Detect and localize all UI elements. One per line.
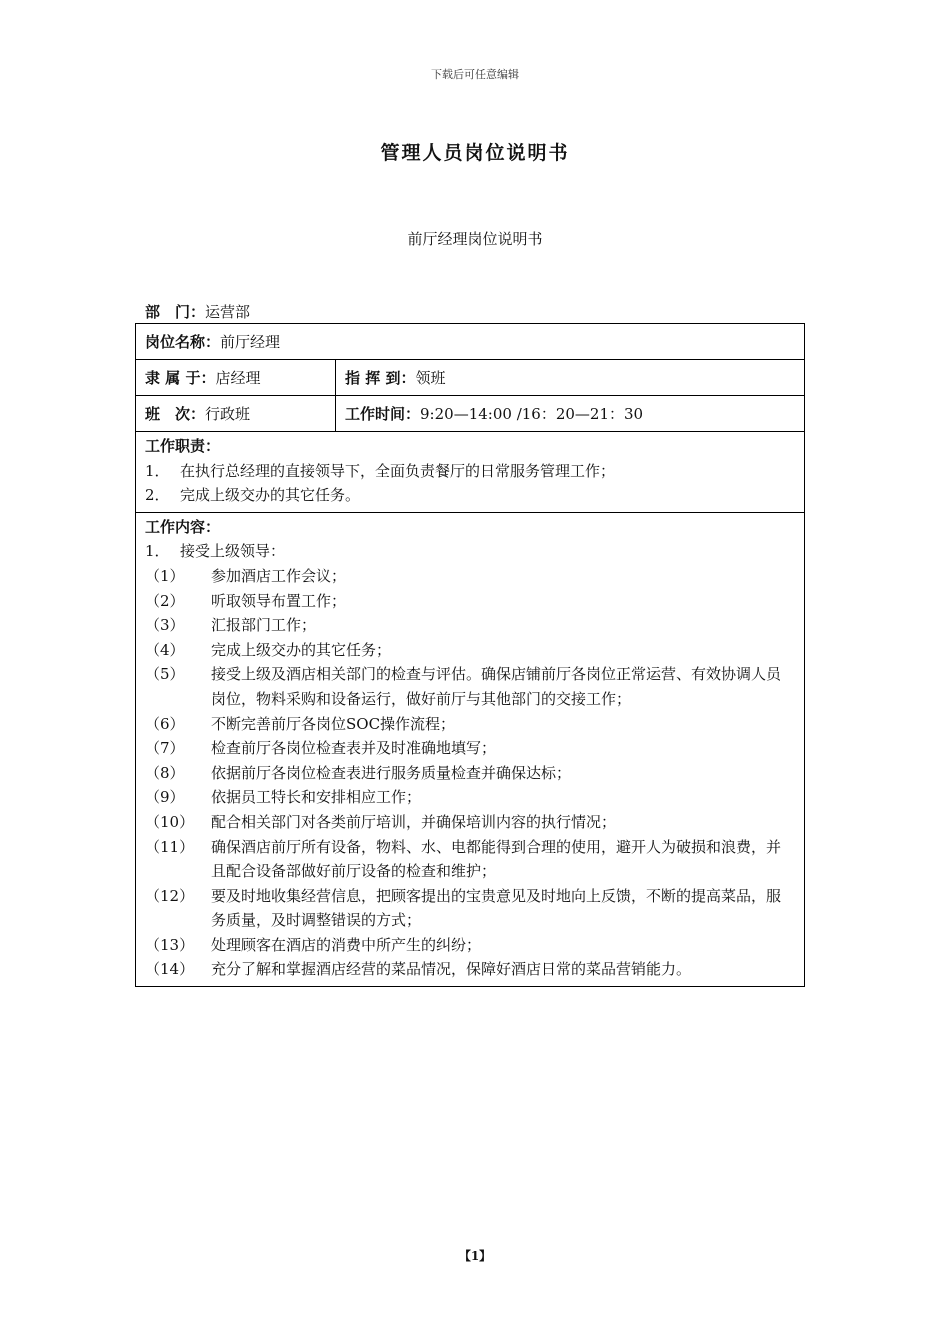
content-item	[145, 589, 795, 614]
content-item-number: （12）	[145, 886, 195, 905]
content-block	[136, 513, 804, 986]
duties-row	[136, 432, 804, 513]
content-item-number: （10）	[145, 812, 195, 831]
reports-to-label: 隶 属 于：	[145, 369, 216, 387]
directs-value: 领班	[415, 369, 446, 387]
content-item-number: （13）	[145, 935, 195, 954]
content-item-text: 配合相关部门对各类前厅培训，并确保培训内容的执行情况；	[211, 812, 617, 831]
position-value: 前厅经理	[220, 333, 281, 351]
content-item-text: 处理顾客在酒店的消费中所产生的纠纷；	[211, 935, 482, 954]
shift-row	[136, 396, 804, 432]
department-label: 部 门：	[145, 303, 206, 321]
content-item	[145, 884, 795, 933]
work-time-value: 9:20—14:00 /16：20—21：30	[420, 405, 644, 423]
document-title: 管理人员岗位说明书	[380, 142, 570, 164]
content-item-text: 充分了解和掌握酒店经营的菜品情况，保障好酒店日常的菜品营销能力。	[211, 960, 692, 979]
content-item-text: 确保酒店前厅所有设备，物料、水、电都能得到合理的使用，避开人为破损和浪费，并且配合设备部做好前厅设备的检查和维护；	[211, 837, 782, 881]
shift-value: 行政班	[205, 405, 251, 423]
work-time-label: 工作时间：	[345, 405, 421, 423]
job-description-table	[135, 323, 805, 987]
duty-item: 1． 在执行总经理的直接领导下，全面负责餐厅的日常服务管理工作；	[145, 461, 616, 480]
position-label: 岗位名称：	[145, 333, 221, 351]
content-item-number: （9）	[145, 788, 185, 807]
duty-item: 2． 完成上级交办的其它任务。	[145, 486, 361, 505]
content-item	[145, 662, 795, 711]
content-item	[145, 933, 795, 958]
content-item-text: 参加酒店工作会议；	[211, 566, 347, 585]
content-item-number: （2）	[145, 591, 185, 610]
duties-block	[136, 432, 624, 512]
content-row	[136, 513, 804, 986]
content-item	[145, 810, 795, 835]
content-item-number: （8）	[145, 763, 185, 782]
department-line	[145, 301, 250, 322]
content-item-number: （4）	[145, 640, 185, 659]
content-item-text: 听取领导布置工作；	[211, 591, 347, 610]
content-intro: 1． 接受上级领导：	[145, 542, 286, 561]
department-value: 运营部	[205, 303, 251, 321]
content-item	[145, 564, 795, 589]
reporting-row	[136, 360, 804, 396]
page-number: 【1】	[458, 1249, 492, 1263]
content-item	[145, 638, 795, 663]
content-item-list	[145, 564, 795, 982]
content-item-number: （6）	[145, 714, 185, 733]
duties-heading: 工作职责：	[145, 437, 221, 455]
content-item	[145, 613, 795, 638]
content-item-number: （7）	[145, 739, 185, 758]
content-item	[145, 835, 795, 884]
document-subtitle: 前厅经理岗位说明书	[407, 230, 543, 248]
content-item-text: 检查前厅各岗位检查表并及时准确地填写；	[211, 739, 497, 758]
content-item-text: 要及时地收集经营信息，把顾客提出的宝贵意见及时地向上反馈，不断的提高菜品，服务质量，及时调整错误的方式；	[211, 886, 782, 930]
content-heading: 工作内容：	[145, 517, 221, 536]
content-item	[145, 785, 795, 810]
header-note: 下载后可任意编辑	[431, 68, 519, 81]
content-item	[145, 957, 795, 982]
content-item-text: 完成上级交办的其它任务；	[211, 640, 392, 659]
directs-label: 指 挥 到：	[345, 369, 416, 387]
content-item-text: 汇报部门工作；	[211, 616, 317, 635]
content-item	[145, 712, 795, 737]
content-item-number: （5）	[145, 665, 185, 684]
content-item-number: （3）	[145, 616, 185, 635]
content-item	[145, 736, 795, 761]
shift-label: 班 次：	[145, 405, 206, 423]
reports-to-value: 店经理	[215, 369, 261, 387]
content-item-text: 不断完善前厅各岗位SOC操作流程；	[211, 714, 456, 733]
content-item	[145, 761, 795, 786]
content-item-number: （11）	[145, 837, 195, 856]
content-item-text: 接受上级及酒店相关部门的检查与评估。确保店铺前厅各岗位正常运营、有效协调人员岗位，物料采购和设备运行，做好前厅与其他部门的交接工作；	[211, 665, 782, 708]
content-item-text: 依据前厅各岗位检查表进行服务质量检查并确保达标；	[211, 763, 572, 782]
content-item-number: （14）	[145, 960, 195, 979]
position-row	[136, 324, 804, 360]
content-item-text: 依据员工特长和安排相应工作；	[211, 788, 422, 807]
content-item-number: （1）	[145, 566, 185, 585]
